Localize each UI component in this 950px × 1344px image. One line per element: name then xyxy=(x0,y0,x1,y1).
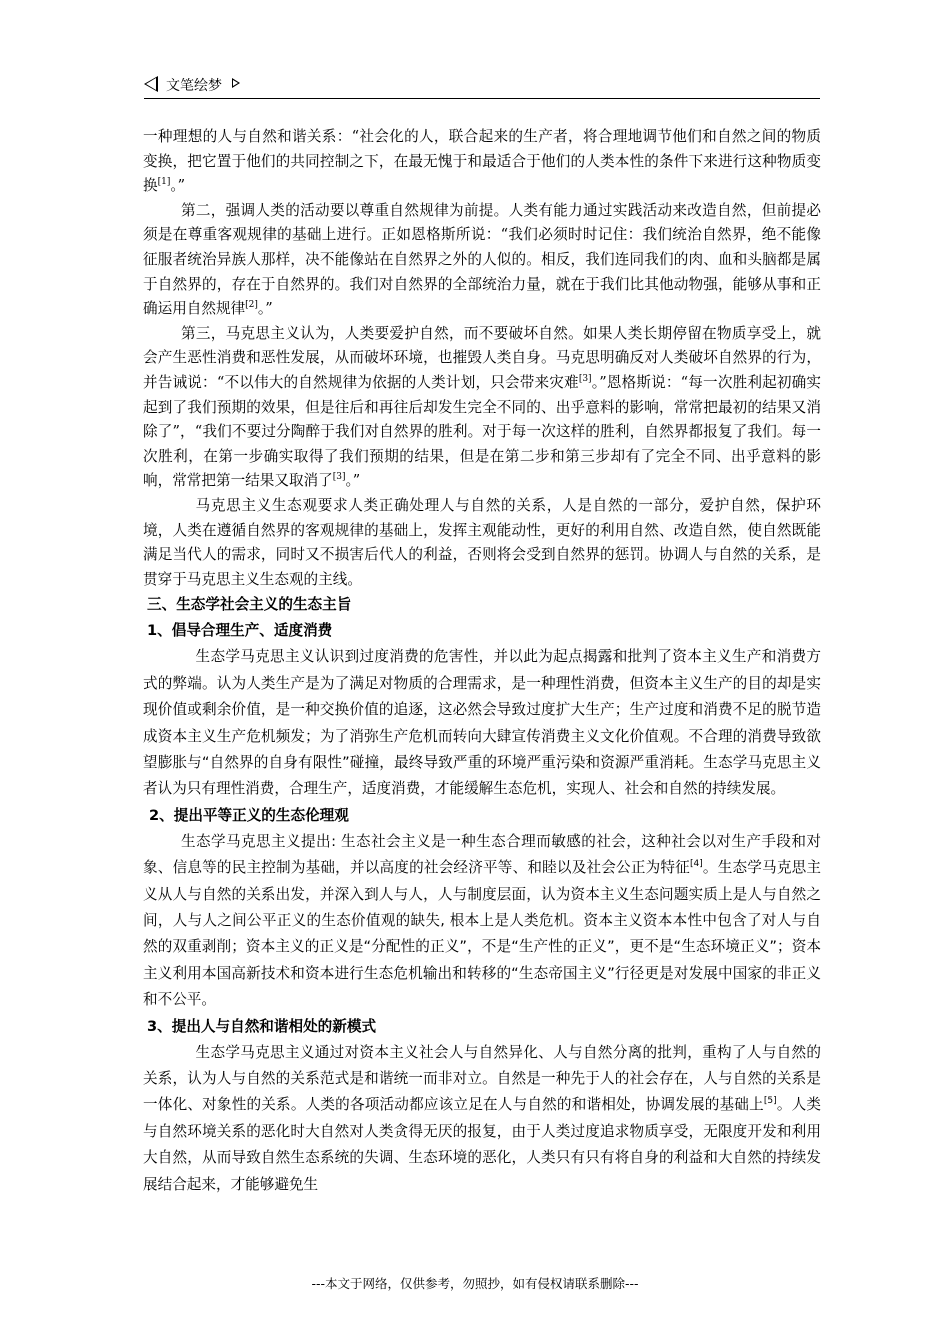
paragraph-2 xyxy=(143,199,821,322)
subheading-2: 2、提出平等正义的生态伦理观 xyxy=(149,806,349,824)
citation-4: [4] xyxy=(689,859,703,870)
citation-2: [2] xyxy=(245,300,258,311)
paragraph-7-text-b: 。人类与自然环境关系的恶化时大自然对人类贪得无厌的报复，由于人类过度追求物质享受，无限度开发和利用大自然，从而导致自然生态系统的失调、生态环境的恶化，人类只有只有将自身的利益和大自然的持续发展结合起来，才能够避免生 xyxy=(143,1096,821,1193)
paragraph-7 xyxy=(143,1040,821,1198)
paragraph-3-text-a: 第三，马克思主义认为，人类要爱护自然，而不要破坏自然。如果人类长期停留在物质享受上，就会产生恶性消费和恶性发展，从而破坏环境，也摧毁人类自身。马克思明确反对人类破坏自然界的行为，并告诫说：“不以伟大的自然规律为依据的人类计划，只会带来灾难 xyxy=(143,324,821,391)
paragraph-2-text: 第二，强调人类的活动要以尊重自然规律为前提。人类有能力通过实践活动来改造自然，但前提必须是在尊重客观规律的基础上进行。正如恩格斯所说：“我们必须时时记住：我们统治自然界，绝不能像征服者统治异族人那样，决不能像站在自然界之外的人似的。相反，我们连同我们的肉、血和头脑都是属于自然界的，存在于自然界的。我们对自然界的全部统治力量，就在于我们比其他动物强，能够从事和正确运用自然规律 xyxy=(143,201,821,318)
paragraph-1-end: 。” xyxy=(170,177,186,195)
paragraph-1 xyxy=(143,125,821,199)
paragraph-6-text-b: 。生态学马克思主义从人与自然的关系出发，并深入到人与人，人与制度层面，认为资本主义生态问题实质上是人与自然之间，人与人之间公平正义的生态价值观的缺失, 根本上是人类危机。资本主义资本本性中包含了对人与自然的双重剥削；资本主义的正义是“分配性的正义”，不是“生产性的正义”，更不是“生态环境正义”；资本主义利用本国高新技术和资本进行生态危机输出和转移的“生态帝国主义”行径更是对发展中国家的非正义和不公平。 xyxy=(143,859,821,1009)
triangle-left-icon xyxy=(144,76,158,92)
paragraph-1-text: 一种理想的人与自然和谐关系：“社会化的人，联合起来的生产者，将合理地调节他们和自然之间的物质变换，把它置于他们的共同控制之下，在最无愧于和最适合于他们的人类本性的条件下来进行这种物质变换 xyxy=(143,128,821,195)
paragraph-3-text-b: 。”恩格斯说：“每一次胜利起初确实起到了我们预期的效果，但是往后和再往后却发生完全不同的、出乎意料的影响，常常把最初的结果又消除了”，“我们不要过分陶醉于我们对自然界的胜利。对于每一次这样的胜利，自然界都报复了我们。每一次胜利，在第一步确实取得了我们预期的结果，但是在第二步和第三步却有了完全不同、出乎意料的影响，常常把第一结果又取消了 xyxy=(143,373,821,490)
document-body xyxy=(143,125,821,1198)
paragraph-3-end: 。” xyxy=(345,472,361,490)
paragraph-2-end: 。” xyxy=(257,300,273,318)
section-heading-3: 三、生态学社会主义的生态主旨 xyxy=(147,596,352,614)
page-header xyxy=(144,74,820,99)
citation-5: [5] xyxy=(763,1096,777,1107)
citation-3b: [3] xyxy=(332,472,346,483)
subheading-3: 3、提出人与自然和谐相处的新模式 xyxy=(147,1017,377,1035)
triangle-right-icon xyxy=(232,78,240,88)
paragraph-4: 马克思主义生态观要求人类正确处理人与自然的关系，人是自然的一部分，爱护自然，保护环境，人类在遵循自然界的客观规律的基础上，发挥主观能动性，更好的利用自然、改造自然，使自然既能满足当代人的需求，同时又不损害后代人的利益，否则将会受到自然界的惩罚。协调人与自然的关系，是贯穿于马克思主义生态观的主线。 xyxy=(143,496,821,588)
citation-1: [1] xyxy=(157,177,171,188)
paragraph-6 xyxy=(143,829,821,1014)
paragraph-5: 生态学马克思主义认识到过度消费的危害性，并以此为起点揭露和批判了资本主义生产和消费方式的弊端。认为人类生产是为了满足对物质的合理需求，是一种理性消费，但资本主义生产的目的却是实现价值或剩余价值，是一种交换价值的追逐，这必然会导致过度扩大生产；生产过度和消费不足的脱节造成资本主义生产危机频发；为了消弥生产危机而转向大肆宣传消费主义文化价值观。不合理的消费导致欲望膨胀与“自然界的自身有限性”碰撞，最终导致严重的环境严重污染和资源严重消耗。生态学马克思主义者认为只有理性消费，合理生产，适度消费，才能缓解生态危机，实现人、社会和自然的持续发展。 xyxy=(143,648,821,798)
citation-3a: [3] xyxy=(578,373,592,384)
page-footer: ---本文于网络，仅供参考，勿照抄，如有侵权请联系删除--- xyxy=(311,1276,639,1291)
paragraph-6-text-a: 生态学马克思主义提出: 生态社会主义是一种生态合理而敏感的社会，这种社会以对生产手段和对象、信息等的民主控制为基础，并以高度的社会经济平等、和睦以及社会公正为特征 xyxy=(143,832,821,877)
paragraph-7-text-a: 生态学马克思主义通过对资本主义社会人与自然异化、人与自然分离的批判，重构了人与自然的关系，认为人与自然的关系范式是和谐统一而非对立。自然是一种先于人的社会存在，人与自然的关系是一体化、对象性的关系。人类的各项活动都应该立足在人与自然的和谐相处，协调发展的基础上 xyxy=(143,1043,821,1114)
paragraph-3 xyxy=(143,322,821,494)
subheading-1: 1、倡导合理生产、适度消费 xyxy=(147,622,333,640)
header-title: 文笔绘梦 xyxy=(166,78,222,94)
